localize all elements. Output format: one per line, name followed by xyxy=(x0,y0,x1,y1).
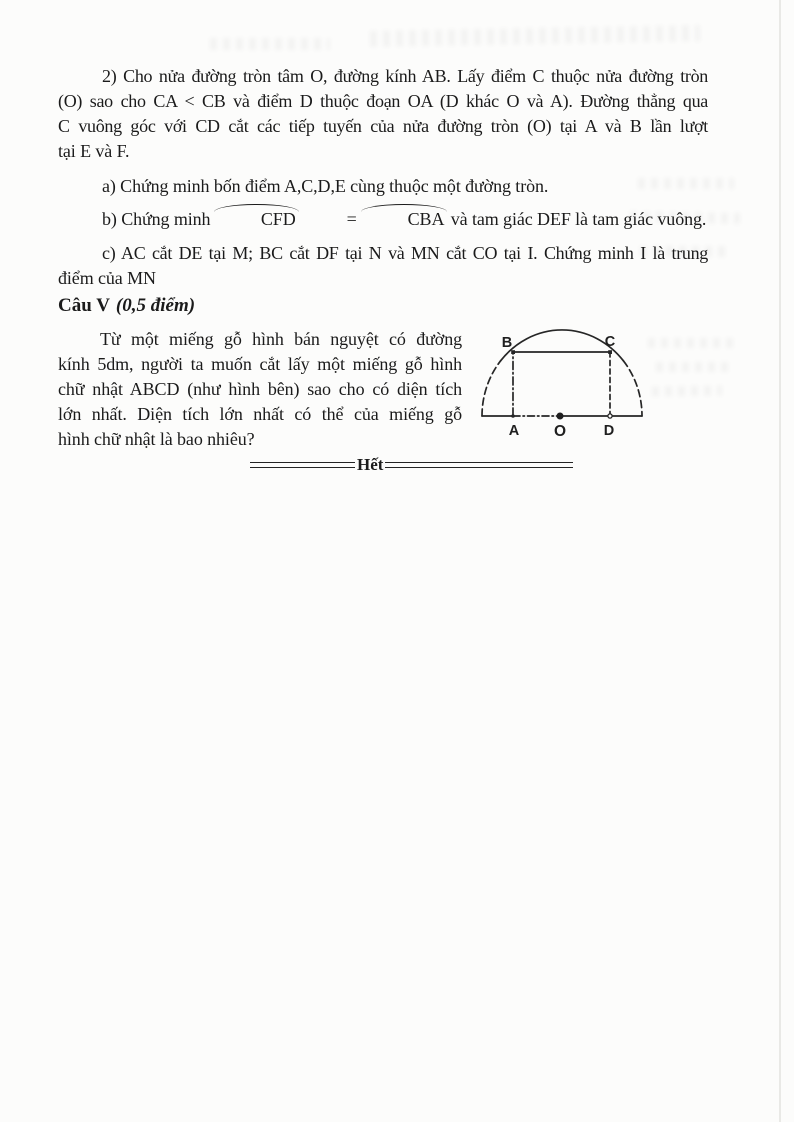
arc-right-segment xyxy=(623,361,642,416)
cau-v-heading xyxy=(58,293,195,319)
scan-fold-line xyxy=(779,0,781,1122)
cau-v-line-2: kính 5dm, người ta muốn cắt lấy một miếng gỗ hình xyxy=(58,354,462,374)
problem2-part-c-line-1: c) AC cắt DE tại M; BC cắt DF tại N và MN cắt CO tại I. Chứng minh I là trung xyxy=(102,243,708,263)
scan-bleed-artifact xyxy=(648,338,734,348)
cau-v-label: Câu V xyxy=(58,295,110,316)
problem2-part-c-line-2: điểm của MN xyxy=(58,268,156,288)
equals-sign: = xyxy=(346,209,357,229)
figure-label-c: C xyxy=(604,334,616,350)
problem2-line-4: tại E và F. xyxy=(58,141,130,161)
end-divider xyxy=(250,455,573,474)
scan-bleed-artifact xyxy=(656,362,734,372)
cau-v-line-1: Từ một miếng gỗ hình bán nguyệt có đường xyxy=(100,329,462,349)
end-label: Hết xyxy=(357,455,384,474)
point-a-marker xyxy=(511,414,515,418)
end-divider-right-line xyxy=(385,462,573,468)
angle-notation-cba: CBA xyxy=(362,207,447,232)
point-d-marker xyxy=(608,414,612,418)
part-b-suffix: và tam giác DEF là tam giác vuông. xyxy=(450,209,707,229)
figure-semicircle-rectangle xyxy=(476,324,648,440)
cau-v-line-4: lớn nhất. Diện tích lớn nhất có thể của miếng gỗ xyxy=(58,404,462,424)
angle-notation-cfd: CFD xyxy=(215,207,298,232)
point-o-marker xyxy=(557,413,564,420)
scan-bleed-artifact xyxy=(370,25,700,47)
figure-label-a: A xyxy=(508,423,520,439)
problem2-line-2: (O) sao cho CA < CB và điểm D thuộc đoạn OA (D khác O và A). Đường thẳng qua xyxy=(58,91,708,111)
figure-label-d: D xyxy=(603,423,615,439)
figure-label-o: O xyxy=(553,423,567,440)
scan-bleed-artifact xyxy=(652,385,722,396)
point-c-marker xyxy=(608,350,612,354)
cau-v-points: (0,5 điểm) xyxy=(115,295,196,316)
problem2-line-3: C vuông góc với CD cắt các tiếp tuyến của nửa đường tròn (O) tại A và B lần lượt xyxy=(58,116,708,136)
part-b-prefix: b) Chứng minh xyxy=(102,209,211,229)
problem2-line-1: 2) Cho nửa đường tròn tâm O, đường kính AB. Lấy điểm C thuộc nửa đường tròn xyxy=(102,66,708,86)
problem2-part-a: a) Chứng minh bốn điểm A,C,D,E cùng thuộc một đường tròn. xyxy=(102,176,549,196)
arc-left-segment xyxy=(482,361,501,416)
cau-v-line-3: chữ nhật ABCD (như hình bên) sao cho có diện tích xyxy=(58,379,462,399)
problem2-part-b xyxy=(58,207,708,232)
cau-v-line-5: hình chữ nhật là bao nhiêu? xyxy=(58,429,255,449)
end-divider-left-line xyxy=(250,462,355,468)
figure-label-b: B xyxy=(501,335,513,351)
scan-bleed-artifact xyxy=(210,38,330,50)
